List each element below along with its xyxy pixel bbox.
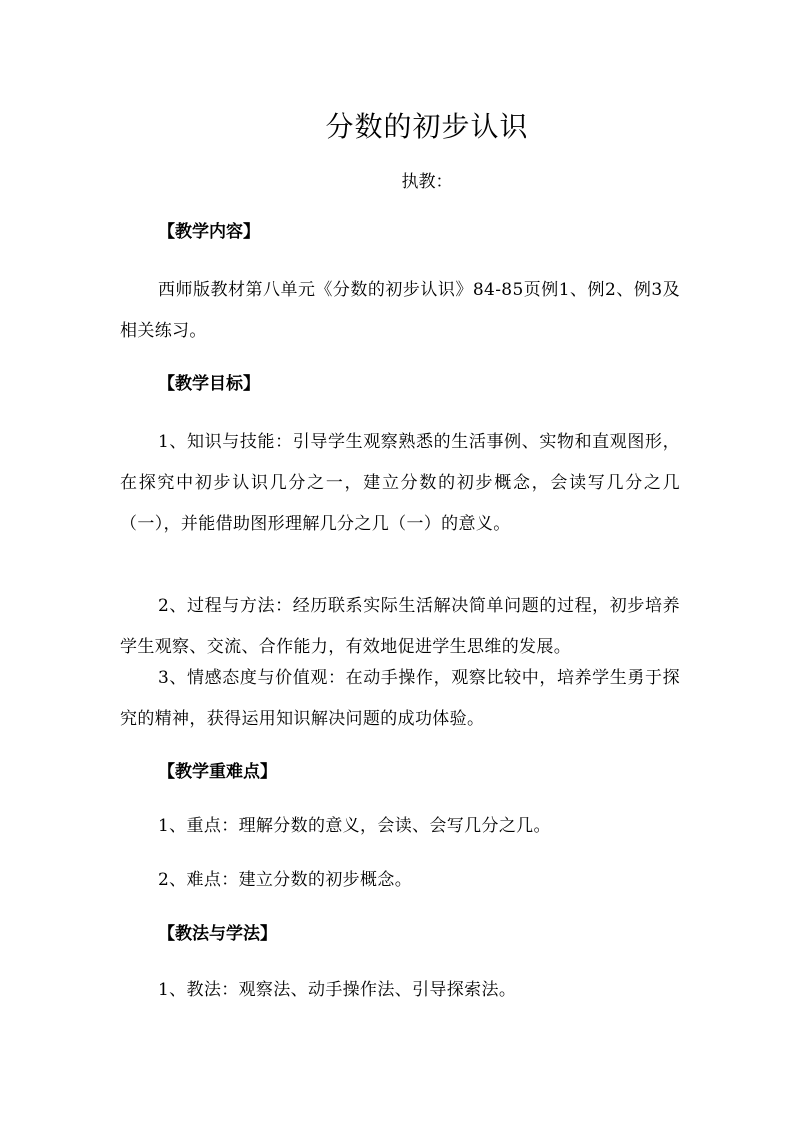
key-point-item-difficulty: 2、难点：建立分数的初步概念。: [158, 870, 413, 890]
goal-item-emotion-values: 3、情感态度与价值观：在动手操作，观察比较中，培养学生勇于探究的精神，获得运用知识解决问题的成功体验。: [120, 668, 680, 729]
section-heading-teaching-content: 【教学内容】: [158, 222, 260, 242]
document-title: 分数的初步认识: [325, 110, 529, 143]
goal-item-knowledge-skills: 1、知识与技能：引导学生观察熟悉的生活事例、实物和直观图形，在探究中初步认识几分之一，建立分数的初步概念，会读写几分之几（一），并能借助图形理解几分之几（一）的意义。: [120, 432, 680, 534]
teaching-content-paragraph: 西师版教材第八单元《分数的初步认识》84-85页例1、例2、例3及相关练习。: [120, 280, 680, 341]
teacher-byline: 执教：: [401, 172, 453, 192]
section-heading-methods: 【教法与学法】: [158, 924, 277, 944]
section-heading-key-points: 【教学重难点】: [158, 762, 277, 782]
method-item-teaching: 1、教法：观察法、动手操作法、引导探索法。: [158, 980, 517, 1000]
section-heading-teaching-goals: 【教学目标】: [158, 374, 260, 394]
key-point-item-focus: 1、重点：理解分数的意义，会读、会写几分之几。: [158, 816, 551, 836]
goal-item-process-methods: 2、过程与方法：经历联系实际生活解决简单问题的过程，初步培养学生观察、交流、合作能力，有效地促进学生思维的发展。: [120, 596, 680, 657]
